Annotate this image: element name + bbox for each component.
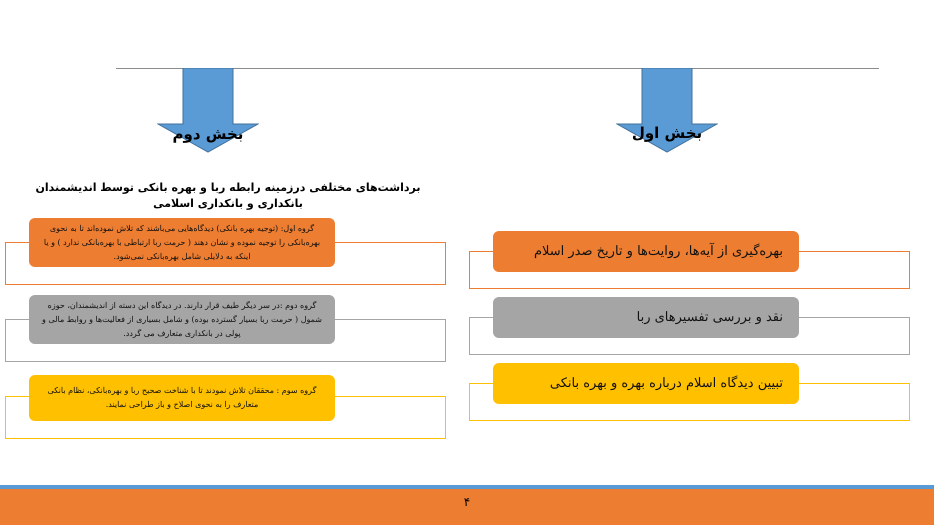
page-number: ۴ [463,495,471,509]
section-two-title: برداشت‌های مختلفی درزمینه رابطه ربا و بهره بانکی توسط اندیشمندان بانکداری و بانکداری اسلامی [35,181,421,210]
group-one-box: گروه اول: (توجیه بهره بانکی) دیدگاه‌هایی می‌باشند که تلاش نموده‌اند تا به نحوی بهره‌بانکی را توجیه نموده و نشان دهند ( حرمت ربا ارتباطی با بهره‌بانکی ندارد ) و یا اینکه به دلایلی شامل بهره‌بانکی نمی‌شود. [29,218,335,267]
group-two-box: گروه دوم :در سر دیگر طیف قرار دارند. در دیدگاه این دسته از اندیشمندان، حوزه شمول ( حرمت ربا بسیار گسترده بوده) و شامل بسیاری از فعالیت‌ها و روابط مالی و پولی در بانکداری متعارف می گردد. [29,295,335,344]
item-three-box: تبیین دیدگاه اسلام درباره بهره و بهره بانکی [493,363,799,404]
group-three-box: گروه سوم : محققان تلاش نمودند تا با شناخت صحیح ربا و بهره‌بانکی، نظام بانکی متعارف را به نحوی اصلاح و باز طراحی نمایند. [29,375,335,421]
item-two-box: نقد و بررسی تفسیرهای ربا [493,297,799,338]
section-two-label: بخش دوم [172,125,244,143]
item-one-box: بهره‌گیری از آیه‌ها، روایت‌ها و تاریخ صدر اسلام [493,231,799,272]
section-one-label: بخش اول [631,124,703,142]
